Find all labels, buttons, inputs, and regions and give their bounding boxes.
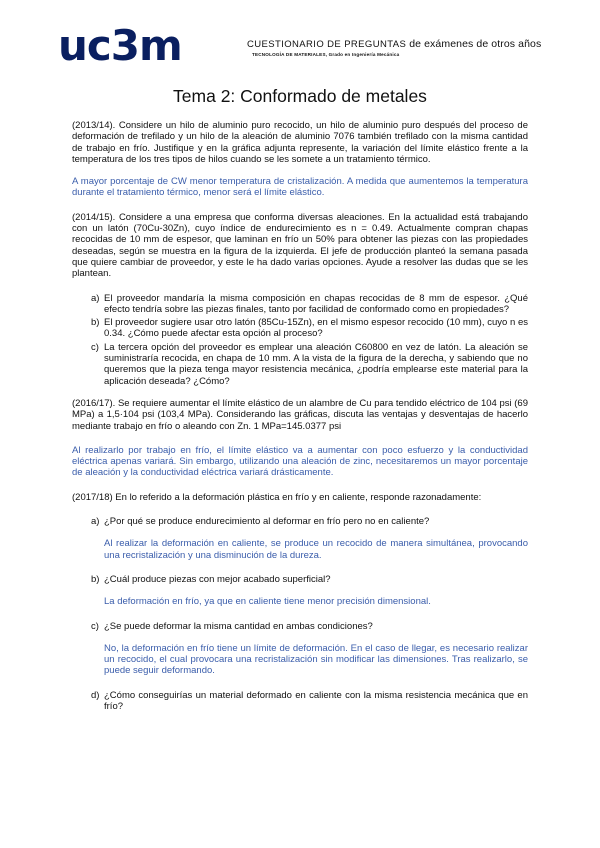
question-4: (2017/18) En lo referido a la deformación plástica en frío y en caliente, responde razonadamente: [72,491,482,503]
item-question: ¿Por qué se produce endurecimiento al deformar en frío pero no en caliente? [104,516,430,528]
question-4-item-d [72,690,528,713]
item-label: a) [91,516,100,528]
question-4-item-b [72,574,528,608]
question-4-item-c [72,621,528,677]
item-label: b) [91,573,100,585]
item-label: b) [91,317,100,329]
question-3: (2016/17). Se requiere aumentar el límite elástico de un alambre de Cu para tendido eléctrico de 104 psi (69 MPa) a 1,5·104 psi (103,4 MPa). Considerando las gráficas, discuta las ventajas y desventajas de hacerlo mediante trabajo en frío o aleando con Zn. 1 MPa=145.0377 psi [72,397,528,432]
question-4-item-a [72,516,528,561]
item-text: El proveedor mandaría la misma composición en chapas recocidas de 8 mm de espesor. ¿Qué efecto tendría sobre las piezas finales, tanto por facilidad de conformado como en propiedades? [104,292,528,315]
item-text: El proveedor sugiere usar otro latón (85Cu-15Zn), en el mismo espesor recocido (10 mm), cuyo n es 0.34. ¿Cómo puede afectar esta opción al proceso? [104,317,528,340]
item-label: c) [91,620,99,632]
item-text: La tercera opción del proveedor es emplear una aleación C60800 en vez de latón. La aleación se suministraría recocida, en chapa de 10 mm. A la vista de la figura de la derecha, y sabiendo que no queremos que la pieza tenga mayor resistencia mecánica, ¿podría emplearse este material para la aplicación deseada? ¿Cómo? [104,341,528,387]
item-question: ¿Se puede deformar la misma cantidad en ambas condiciones? [104,620,373,632]
question-2-item-a [72,293,528,316]
header-title-caps: CUESTIONARIO DE PREGUNTAS [247,39,407,50]
document-body [72,120,528,712]
item-label: a) [91,292,100,304]
question-1: (2013/14). Considere un hilo de aluminio puro recocido, un hilo de aluminio puro después del proceso de deformación de trefilado y un hilo de la aleación de aluminio 7076 también trefilado con la misma cantidad de trabajo en frío. Justifique y en la gráfica adjunta represente, la variación del límite elástico frente a la temperatura de los tres tipos de hilos cuando se les somete a un tratamiento térmico. [72,120,528,165]
question-2-item-c [72,342,528,387]
page-title: Tema 2: Conformado de metales [173,86,427,106]
answer-1: A mayor porcentaje de CW menor temperatura de cristalización. A medida que aumentemos la temperatura durante el tratamiento térmico, menor será el límite elástico. [72,176,528,199]
header-subtitle: TECNOLOGÍA DE MATERIALES, Grado en Ingeniería Mecánica [252,52,400,57]
item-answer: Al realizar la deformación en caliente, se produce un recocido de manera simultánea, provocando una recristalización y una disminución de la dureza. [104,538,528,561]
item-answer: No, la deformación en frío tiene un límite de deformación. En el caso de llegar, es necesario realizar un recocido, el cual provocara una recristalización sin modificar las dimensiones. Tras realizarlo, se puede seguir deformando. [104,642,528,677]
document-header [247,38,541,50]
item-answer: La deformación en frío, ya que en caliente tiene menor precisión dimensional. [104,596,431,608]
item-label: d) [91,689,100,701]
item-question: ¿Cuál produce piezas con mejor acabado superficial? [104,573,331,585]
item-label: c) [91,341,99,353]
question-2: (2014/15). Considere a una empresa que conforma diversas aleaciones. En la actualidad está trabajando con un latón (70Cu-30Zn), cuyo índice de endurecimiento es n = 0.49. Actualmente compran chapas recocidas de 10 mm de espesor, que laminan en frío un 50% para obtener las piezas con las propiedades deseadas, según se muestra en la figura de la izquierda. El jefe de producción planteó la semana pasada que quiere cambiar de proveedor, y este le ha dado varias opciones. Ayude a resolver las dudas que se les plantean. [72,211,528,280]
item-question: ¿Cómo conseguirías un material deformado en caliente con la misma resistencia mecánica que en frío? [104,689,528,712]
header-title-rest: de exámenes de otros años [406,38,542,50]
question-2-item-b [72,317,528,340]
university-logo: uc3m [58,21,182,70]
answer-3: Al realizarlo por trabajo en frío, el límite elástico va a aumentar con poco esfuerzo y la conductividad eléctrica apenas variará. Sin embargo, utilizando una aleación de zinc, necesitaremos un mayor porcentaje de aleación y la conductividad eléctrica variará drásticamente. [72,444,528,479]
